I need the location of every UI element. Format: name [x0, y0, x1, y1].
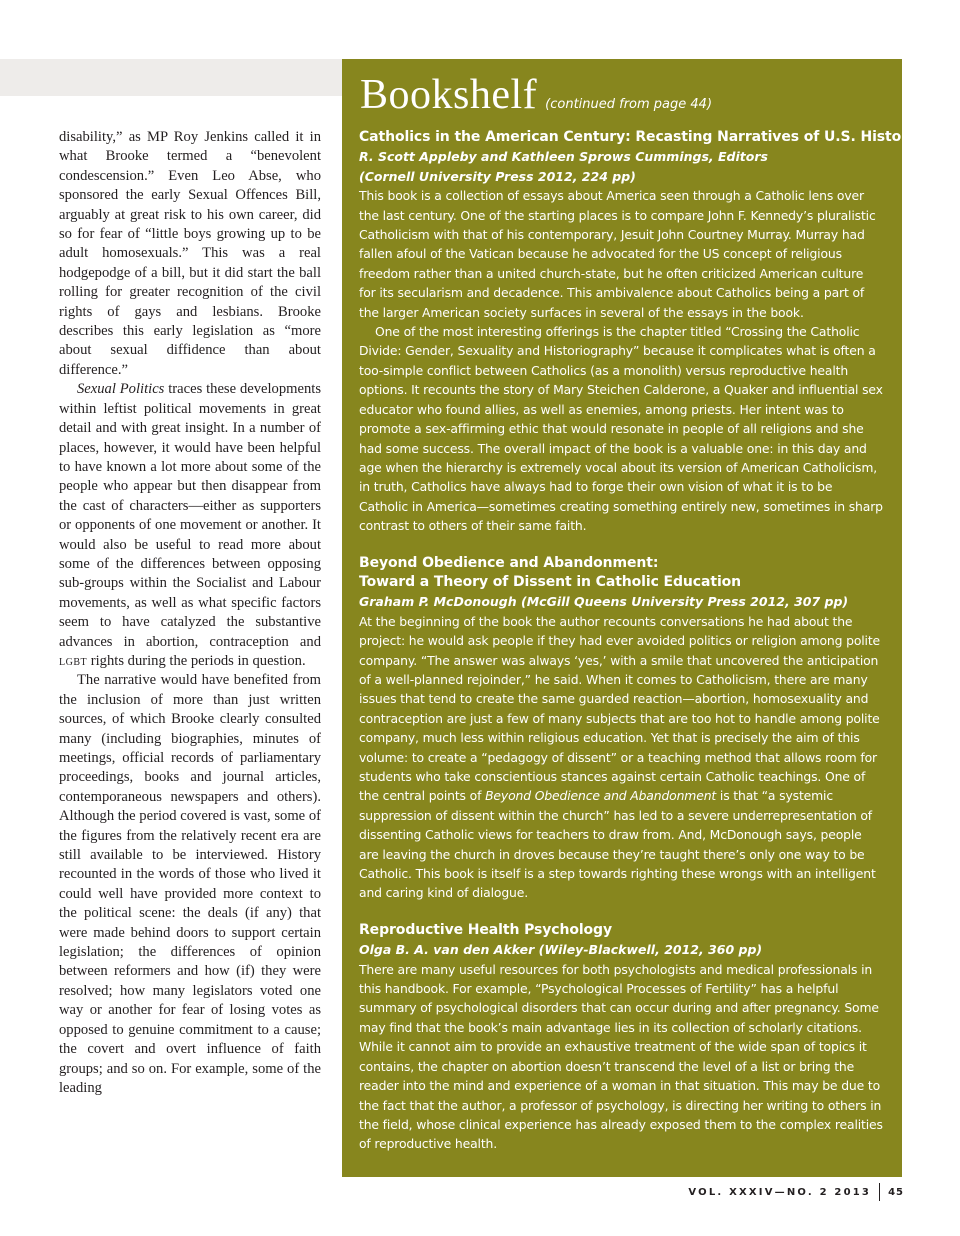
- review-body: One of the most interesting offerings is the chapter titled “Crossing the Catholic Divide: Gender, Sexuality and Historiography” because it complicates what is often a too-simple conflict between Catholics (as a monolith) versus reproductive health options. It recounts the story of Mary Steichen Calderone, a Quaker and influential sex educator who found allies, as well as enemies, among priests. Her intent was to promote a sex-affirming ethic that would resonate in people of all religions and she had some success. The overall impact of the book is a valuable one: in this day and age when the hierarchy is extremely vocal about its version of American Catholicism, in truth, Catholics have always had to forge their own vision of what it is to be Catholic in America—sometimes creating something entirely new, sometimes in sharp contrast to others of their same faith.: [359, 324, 883, 534]
- review-beyond-obedience: [359, 554, 883, 903]
- footer-divider: [879, 1183, 880, 1201]
- article-paragraph-3: The narrative would have benefited from the inclusion of more than just written sources, of which Brooke clearly consulted many (including biographies, minutes of meetings, official records of parliamentary proceedings, books and journal articles, contemporaneous newspapers and others). Although the period covered is vast, some of the figures from the relatively recent era are still available to be interviewed. History recounted in the words of those who lived it could well have provided more context to the political scene: the deals (if any) that were made behind doors to support certain legislation; the differences of opinion between reformers and how (if) they were resolved; how many legislators voted one way or another for fear of losing votes as opposed to genuine commitment to a cause; the covert and overt influence of faith groups; and so on. For example, some of the leading: [59, 672, 321, 1096]
- review-body: At the beginning of the book the author recounts conversations he had about the project: he would ask people if they had ever avoided politics or religion among polite company. “The answer was always ‘yes,’ with a smile that uncovered the anticipation of a well-planned rejoinder,” he said. When it comes to Catholicism, there are many issues that tend to create the same guarded reaction—abortion, homosexuality and contraception are just a few of many subjects that are too hot to handle among polite company, much less within religious education. Yet that is precisely the aim of this volume: to create a “pedagogy of dissent” or a teaching method that allows room for students who take conscientious stances against certain Catholic teachings. One of the central points of Beyond Obedience and Abandonment is that “a systemic suppression of dissent within the church” has led to a severe underrepresentation of dissenting Catholic views for teachers to draw from. And, McDonough says, people are leaving the church in droves because they’re taught there’s only one way to be Catholic. This book is itself is a step towards righting these wrongs with an intelligent and caring kind of dialogue.: [359, 613, 881, 901]
- review-body: There are many useful resources for both psychologists and medical professionals in this handbook. For example, “Psychological Processes of Fertility” has a helpful summary of psychological disorders that can occur during and after pregnancy. Some may find that the book’s main advantage lies in its collection of scholarly citations. While it cannot aim to provide an exhaustive treatment of the wide span of topics it contains, the chapter on abortion doesn’t transcend the level of a list or bring the reader into the mind and experience of a woman in that situation. This may be due to the fact that the author, a professor of psychology, is directing her writing to others in the field, whose clinical experience has already exposed them to the complex realities of reproductive health.: [359, 961, 883, 1152]
- review-byline: Graham P. McDonough (McGill Queens University Press 2012, 307 pp): [359, 594, 849, 610]
- review-catholics-american-century: [359, 128, 917, 536]
- page-footer: [688, 1183, 904, 1201]
- review-title-line-2: Toward a Theory of Dissent in Catholic Education: [359, 573, 742, 590]
- article-paragraph-2: Sexual Politics traces these developments within leftist political movements in great detail and with great insight. In a number of places, however, it would have been helpful to have known a lot more about some of the people who appear but then disappear from the cast of characters—either as supporters or opponents of one movement or another. It would also be useful to read more about some of the differences between opposing sub-groups within the Socialist and Labour movements, as well as what specific factors seem to have catalyzed the substantive advances in abortion, contraception and lgbt rights during the periods in question.: [59, 381, 322, 669]
- review-body: This book is a collection of essays about America seen through a Catholic lens over the last century. One of the starting places is to compare John F. Kennedy’s pluralistic Catholicism with that of his contemporary, Jesuit John Courtney Murray. Murray had fallen afoul of the Vatican because he advocated for the US concept of religious freedom rather than a united church-state, but he often criticized American culture for its secularism and decadence. This ambivalence about Catholics being a part of the larger American society surfaces in several of the essays in the book.: [359, 188, 876, 320]
- continued-note: (continued from page 44): [545, 97, 713, 112]
- review-publisher: (Cornell University Press 2012, 224 pp): [359, 168, 636, 184]
- bookshelf-title: Bookshelf: [360, 72, 538, 118]
- review-title-line-1: Beyond Obedience and Abandonment:: [359, 554, 659, 571]
- volume-issue: VOL. XXXIV—NO. 2 2013: [688, 1186, 872, 1198]
- book-title-sexual-politics: Sexual Politics: [77, 381, 165, 398]
- bookshelf-heading: [360, 71, 712, 119]
- review-title: Reproductive Health Psychology: [359, 921, 613, 938]
- lgbt-abbrev: lgbt: [59, 652, 88, 669]
- article-paragraph-1: disability,” as MP Roy Jenkins called it in what Brooke termed a “benevolent condescension.” Even Leo Abse, who sponsored the early Sexual Offences Bill, arguably at great risk to his own career, did so for fear of “little boys growing up to be adult homosexuals.” This was a real hodgepodge of a bill, but it did start the ball rolling for greater recognition of the civil rights of gays and lesbians. Brooke describes this early legislation as “more about sexual diffidence than about difference.”: [59, 129, 321, 378]
- left-article-column: [59, 128, 321, 1098]
- review-title: Catholics in the American Century: Recasting Narratives of U.S. History: [359, 129, 917, 145]
- book-title-inline: Beyond Obedience and Abandonment: [485, 788, 717, 804]
- top-band: [0, 59, 342, 96]
- review-byline: Olga B. A. van den Akker (Wiley-Blackwell, 2012, 360 pp): [359, 942, 763, 958]
- bookshelf-panel: [342, 59, 917, 1177]
- review-list: [359, 128, 917, 1172]
- review-authors: R. Scott Appleby and Kathleen Sprows Cummings, Editors: [359, 149, 768, 165]
- page-number: 45: [888, 1186, 904, 1198]
- review-reproductive-health-psychology: [359, 921, 883, 1154]
